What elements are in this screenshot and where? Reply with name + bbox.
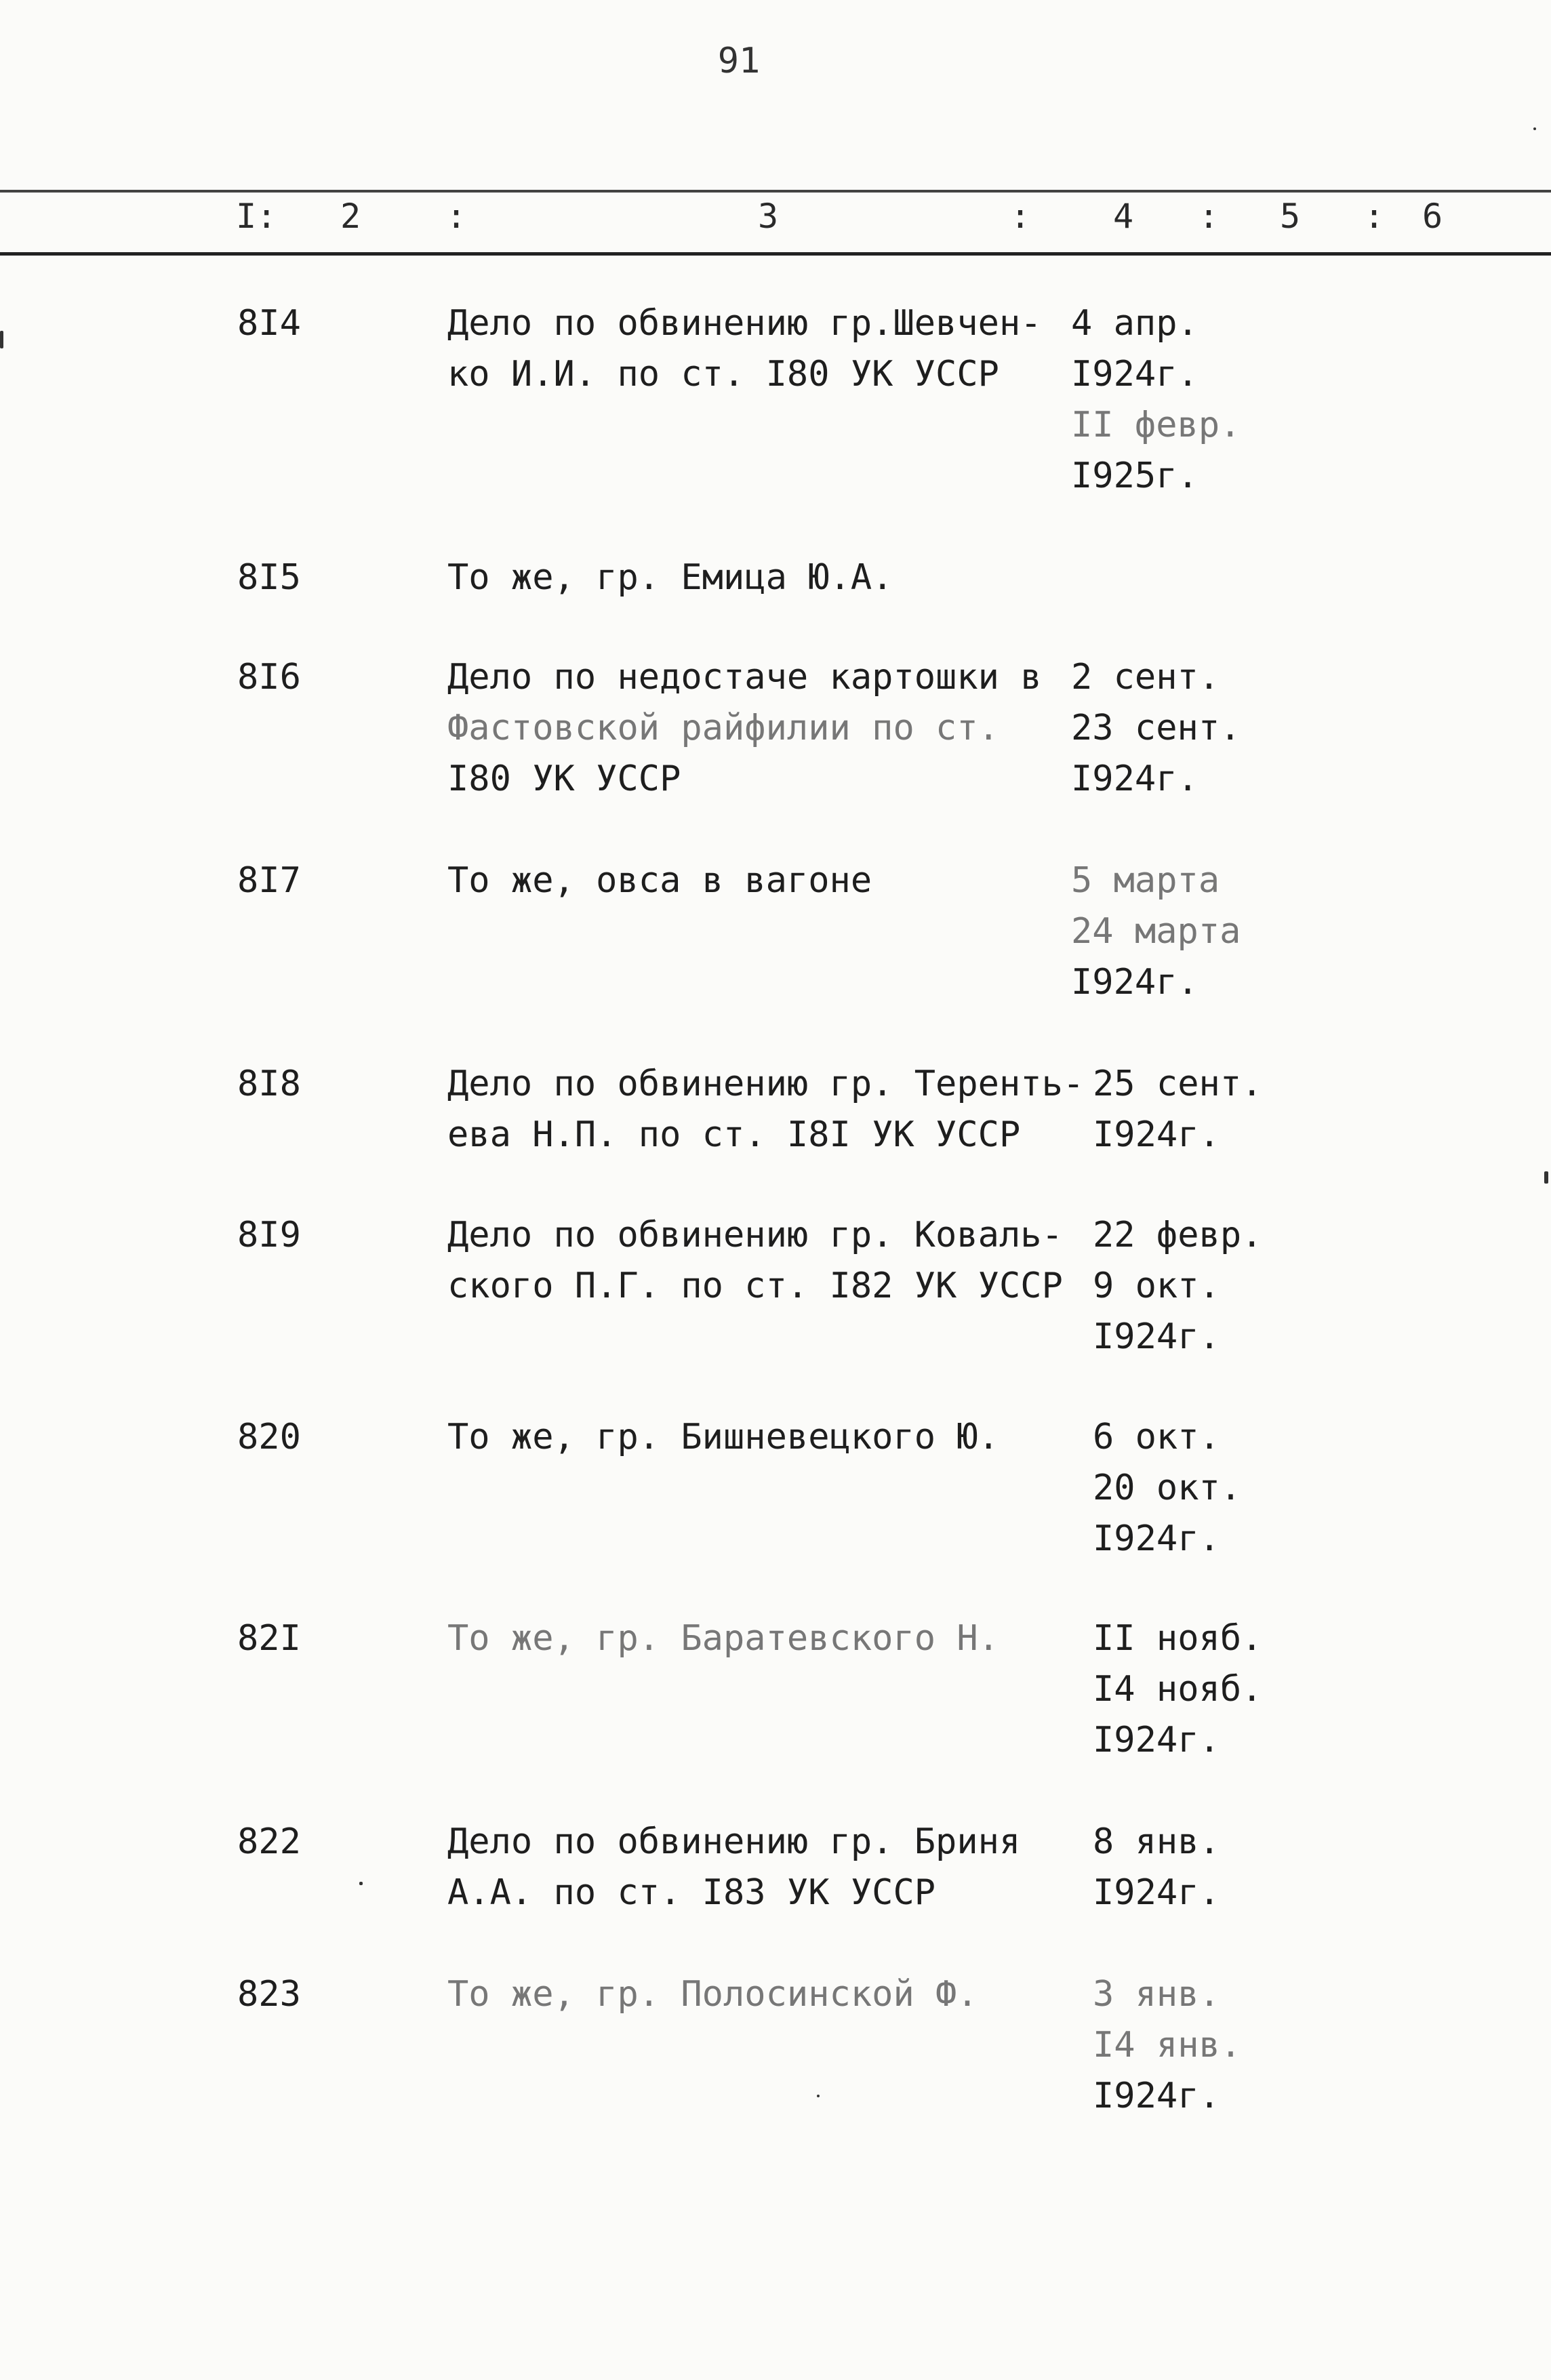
description-line: Дело по недостаче картошки в: [447, 657, 1042, 698]
entry-dates: [1093, 1613, 1364, 1766]
header-bottom-rule: [0, 252, 1551, 256]
header-separator-3: :: [1198, 197, 1220, 236]
description-line: Дело по обвинению гр. Теренть-: [447, 1064, 1085, 1104]
date-line: II нояб.: [1093, 1618, 1263, 1659]
date-line: 22 февр.: [1093, 1215, 1263, 1255]
entry-dates: [1093, 1210, 1364, 1363]
scan-mark: [817, 2095, 820, 2097]
date-line: 8 янв.: [1093, 1821, 1220, 1862]
date-line: I4 янв.: [1093, 2025, 1242, 2065]
header-col-3: 3: [758, 197, 779, 236]
entry-number: 8I6: [237, 657, 301, 698]
date-line: I924г.: [1071, 962, 1198, 1003]
date-line: I924г.: [1071, 354, 1198, 395]
entry-number: 822: [237, 1821, 301, 1862]
date-line: 5 марта: [1071, 860, 1220, 901]
date-line: 25 сент.: [1093, 1064, 1263, 1104]
header-col-4: 4: [1113, 197, 1134, 236]
header-top-rule: [0, 190, 1551, 193]
date-line: I924г.: [1093, 2076, 1220, 2116]
entry-description: [447, 552, 1085, 603]
entry-description: [447, 1613, 1085, 1664]
scan-mark: [359, 1882, 363, 1885]
date-line: I924г.: [1093, 1518, 1220, 1559]
scan-mark: [1544, 1171, 1548, 1184]
entry-description: [447, 1969, 1085, 2020]
entry-dates: [1071, 298, 1342, 502]
header-col-1: I:: [236, 197, 277, 236]
entry-dates: [1071, 855, 1342, 1008]
entry-number: 8I8: [237, 1064, 301, 1104]
header-col-6: 6: [1422, 197, 1443, 236]
date-line: I924г.: [1093, 1316, 1220, 1357]
entry-number: 8I4: [237, 303, 301, 344]
description-line: То же, гр. Полосинской Ф.: [447, 1974, 978, 2015]
description-line: Фастовской райфилии по ст.: [447, 708, 999, 748]
entry-number: 820: [237, 1417, 301, 1457]
header-col-5: 5: [1280, 197, 1301, 236]
entry-description: [447, 652, 1085, 805]
entry-number: 8I7: [237, 860, 301, 901]
date-line: 4 апр.: [1071, 303, 1198, 344]
date-line: I924г.: [1093, 1720, 1220, 1760]
entry-number: 82I: [237, 1618, 301, 1659]
entry-dates: [1093, 1817, 1364, 1918]
date-line: 23 сент.: [1071, 708, 1241, 748]
scan-mark: [1533, 127, 1536, 130]
entry-description: [447, 855, 1085, 906]
entry-number: 823: [237, 1974, 301, 2015]
header-separator-2: :: [1010, 197, 1031, 236]
description-line: То же, овса в вагоне: [447, 860, 872, 901]
date-line: 20 окт.: [1093, 1468, 1242, 1508]
description-line: ко И.И. по ст. I80 УК УССР: [447, 354, 999, 395]
entry-dates: [1093, 1059, 1364, 1161]
header-separator-4: :: [1364, 197, 1385, 236]
date-line: 6 окт.: [1093, 1417, 1220, 1457]
description-line: Дело по обвинению гр.Шевчен-: [447, 303, 1042, 344]
description-line: А.А. по ст. I83 УК УССР: [447, 1872, 936, 1913]
entry-dates: [1093, 1969, 1364, 2122]
date-line: II февр.: [1071, 405, 1241, 445]
description-line: I80 УК УССР: [447, 759, 681, 799]
description-line: Дело по обвинению гр. Бриня: [447, 1821, 1021, 1862]
date-line: I924г.: [1071, 759, 1198, 799]
scan-mark: [0, 331, 3, 348]
page-number: 91: [717, 41, 761, 81]
entry-dates: [1093, 1412, 1364, 1565]
entry-description: [447, 298, 1085, 400]
header-separator-1: :: [446, 197, 467, 236]
description-line: То же, гр. Баратевского Н.: [447, 1618, 999, 1659]
date-line: 9 окт.: [1093, 1266, 1220, 1306]
entry-description: [447, 1210, 1085, 1312]
date-line: 3 янв.: [1093, 1974, 1220, 2015]
entry-number: 8I5: [237, 557, 301, 598]
description-line: То же, гр. Бишневецкого Ю.: [447, 1417, 999, 1457]
date-line: 24 марта: [1071, 911, 1241, 952]
date-line: I4 нояб.: [1093, 1669, 1263, 1710]
description-line: То же, гр. Емица Ю.А.: [447, 557, 893, 598]
date-line: I924г.: [1093, 1872, 1220, 1913]
description-line: ского П.Г. по ст. I82 УК УССР: [447, 1266, 1063, 1306]
date-line: I925г.: [1071, 456, 1198, 496]
date-line: I924г.: [1093, 1114, 1220, 1155]
entry-number: 8I9: [237, 1215, 301, 1255]
entry-description: [447, 1817, 1085, 1918]
description-line: Дело по обвинению гр. Коваль-: [447, 1215, 1063, 1255]
entry-description: [447, 1059, 1085, 1161]
date-line: 2 сент.: [1071, 657, 1220, 698]
entry-description: [447, 1412, 1085, 1463]
entry-dates: [1071, 652, 1342, 805]
description-line: ева Н.П. по ст. I8I УК УССР: [447, 1114, 1021, 1155]
header-col-2: 2: [340, 197, 361, 236]
